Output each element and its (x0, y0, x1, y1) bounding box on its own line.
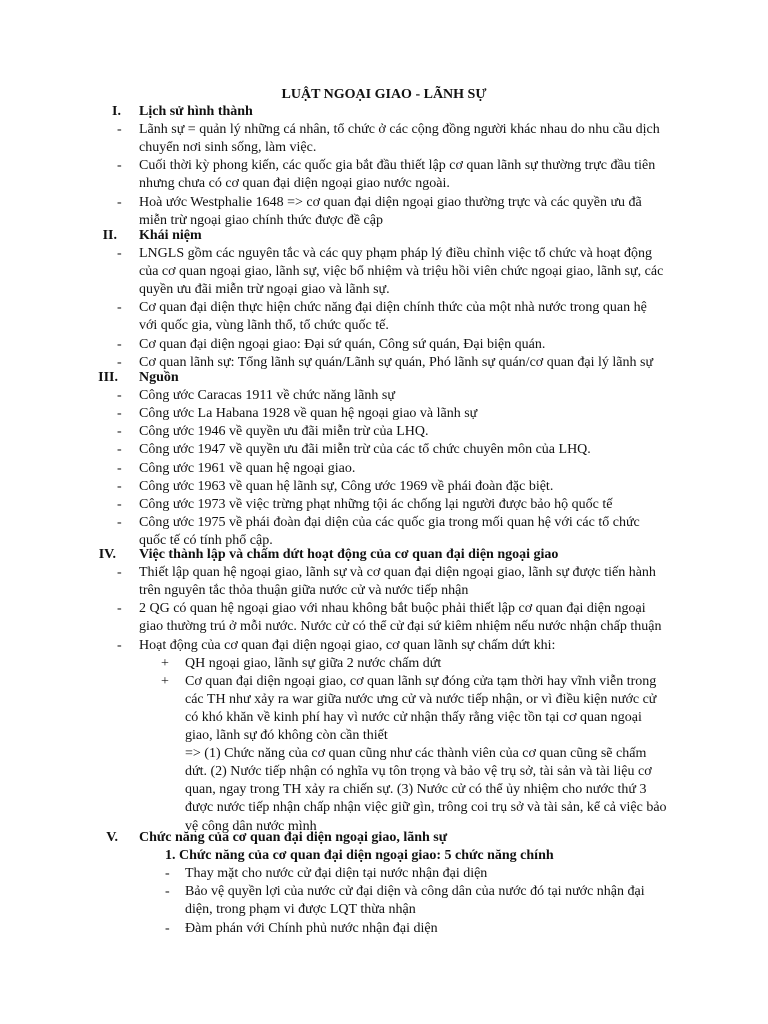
bullet-dash: - (117, 637, 122, 653)
bullet-dash: - (117, 122, 122, 138)
section-number: II. (102, 228, 117, 243)
bullet-dash: - (165, 866, 170, 882)
list-item-text: chuyển nơi sinh sống, làm việc. (139, 140, 317, 156)
conclusion-line: => (1) Chức năng của cơ quan cũng như các thành viên của cơ quan cũng sẽ chấm (185, 746, 647, 762)
conclusion-line: vệ công dân nước mình (185, 818, 317, 834)
list-item-text: Cơ quan đại diện thực hiện chức năng đại diện chính thức của một nhà nước trong quan hệ (139, 300, 647, 316)
list-item-text: của cơ quan ngoại giao, lãnh sự, việc bổ nhiệm và triệu hồi viên chức ngoại giao, lãnh sự, các (139, 264, 664, 280)
bullet-dash: - (117, 565, 122, 581)
bullet-plus: + (161, 673, 169, 689)
list-item-text: diện, trong phạm vi được LQT thừa nhận (185, 902, 416, 918)
list-item-text: nhưng chưa có cơ quan đại diện ngoại giao nước ngoài. (139, 176, 450, 192)
bullet-dash: - (117, 424, 122, 440)
conclusion-line: quan, ngay trong TH xảy ra chiến sự. (3) Nước cử có thể ủy nhiệm cho nước thứ 3 (185, 782, 647, 798)
list-item-text: Công ước 1973 về việc trừng phạt những tội ác chống lại người được bảo hộ quốc tế (139, 496, 613, 512)
section-number: I. (112, 104, 121, 119)
bullet-dash: - (117, 158, 122, 174)
bullet-dash: - (117, 388, 122, 404)
bullet-dash: - (117, 300, 122, 316)
bullet-dash: - (165, 884, 170, 900)
bullet-dash: - (117, 478, 122, 494)
list-item-text: miễn trừ ngoại giao chính thức được đề cập (139, 212, 383, 228)
list-item-text: trên nguyên tắc thỏa thuận giữa nước cử và nước tiếp nhận (139, 583, 469, 599)
sub-list-item-text: QH ngoại giao, lãnh sự giữa 2 nước chấm dứt (185, 655, 442, 671)
list-item-text: 2 QG có quan hệ ngoại giao với nhau không bắt buộc phải thiết lập cơ quan đại diện ngoại (139, 601, 646, 617)
section-title: Lịch sử hình thành (139, 104, 253, 119)
list-item-text: Cơ quan đại diện ngoại giao: Đại sứ quán, Công sứ quán, Đại biện quán. (139, 336, 546, 352)
sub-list-item-text: Cơ quan đại diện ngoại giao, cơ quan lãnh sự đóng cửa tạm thời hay vĩnh viễn trong (185, 673, 657, 689)
section-number: V. (106, 830, 118, 845)
bullet-dash: - (117, 246, 122, 262)
list-item-text: Công ước 1975 về phái đoàn đại diện của các quốc gia trong mối quan hệ với các tổ chức (139, 514, 640, 530)
list-item-text: quốc tế có tính phổ cập. (139, 532, 273, 548)
list-item-text: Hoà ước Westphalie 1648 => cơ quan đại diện ngoại giao thường trực và các quyền ưu đã (139, 194, 642, 210)
list-item-text: Công ước 1961 về quan hệ ngoại giao. (139, 460, 356, 476)
section-title: Khái niệm (139, 228, 202, 243)
sub-list-item-text: các TH như xảy ra war giữa nước ưng cử và nước tiếp nhận, or vì điều kiện nước cử (185, 691, 657, 707)
conclusion-line: dứt. (2) Nước tiếp nhận có nghĩa vụ tôn trọng và bảo vệ trụ sở, tài sản và tài liệu cơ (185, 764, 652, 780)
list-item-text: Đàm phán với Chính phủ nước nhận đại diện (185, 920, 438, 936)
bullet-dash: - (117, 442, 122, 458)
subsection-heading: 1. Chức năng của cơ quan đại diện ngoại giao: 5 chức năng chính (165, 848, 554, 864)
bullet-dash: - (117, 460, 122, 476)
list-item-text: Thay mặt cho nước cử đại diện tại nước nhận đại diện (185, 866, 488, 882)
list-item-text: Cơ quan lãnh sự: Tổng lãnh sự quán/Lãnh sự quán, Phó lãnh sự quán/cơ quan đại lý lãnh sự (139, 354, 654, 370)
section-title: Việc thành lập và chấm dứt hoạt động của cơ quan đại diện ngoại giao (139, 547, 559, 562)
bullet-plus: + (161, 655, 169, 671)
section-title: Chức năng của cơ quan đại diện ngoại giao, lãnh sự (139, 830, 448, 845)
list-item-text: với quốc gia, vùng lãnh thổ, tổ chức quốc tế. (139, 318, 389, 334)
document-title: LUẬT NGOẠI GIAO - LÃNH SỰ (281, 87, 487, 102)
bullet-dash: - (117, 194, 122, 210)
list-item-text: Công ước 1947 về quyền ưu đãi miễn trừ của các tổ chức chuyên môn của LHQ. (139, 442, 591, 458)
list-item-text: quyền ưu đãi miễn trừ ngoại giao và lãnh sự. (139, 282, 390, 298)
bullet-dash: - (117, 354, 122, 370)
list-item-text: Bảo vệ quyền lợi của nước cử đại diện và công dân của nước đó tại nước nhận đại (185, 884, 645, 900)
bullet-dash: - (117, 336, 122, 352)
list-item-text: LNGLS gồm các nguyên tắc và các quy phạm pháp lý điều chỉnh việc tổ chức và hoạt động (139, 246, 652, 262)
list-item-text: Hoạt động của cơ quan đại diện ngoại giao, cơ quan lãnh sự chấm dứt khi: (139, 637, 556, 653)
bullet-dash: - (117, 514, 122, 530)
bullet-dash: - (117, 496, 122, 512)
section-number: III. (98, 370, 118, 385)
section-number: IV. (98, 547, 116, 562)
section-title: Nguồn (139, 370, 179, 385)
list-item-text: Cuối thời kỳ phong kiến, các quốc gia bắt đầu thiết lập cơ quan lãnh sự thường trực đầu tiên (139, 158, 656, 174)
list-item-text: Công ước La Habana 1928 về quan hệ ngoại giao và lãnh sự (139, 406, 478, 422)
list-item-text: Công ước 1963 về quan hệ lãnh sự, Công ước 1969 về phái đoàn đặc biệt. (139, 478, 554, 494)
bullet-dash: - (117, 406, 122, 422)
sub-list-item-text: có khó khăn về kinh phí hay vì nước cử nhận thấy rằng việc tồn tại cơ quan ngoại (185, 709, 642, 725)
bullet-dash: - (165, 920, 170, 936)
list-item-text: Công ước 1946 về quyền ưu đãi miễn trừ của LHQ. (139, 424, 429, 440)
bullet-dash: - (117, 601, 122, 617)
list-item-text: giao thường trú ở mỗi nước. Nước cử có thể cử đại sứ kiêm nhiệm nếu nước nhận chấp thuận (139, 619, 662, 635)
conclusion-line: được nước tiếp nhận chấp nhận việc giữ gìn, trông coi trụ sở và tài sản, kể cả việc bảo (185, 800, 667, 816)
list-item-text: Lãnh sự = quản lý những cá nhân, tổ chức ở các cộng đồng người khác nhau do nhu cầu dịch (139, 122, 660, 138)
list-item-text: Công ước Caracas 1911 về chức năng lãnh sự (139, 388, 395, 404)
list-item-text: Thiết lập quan hệ ngoại giao, lãnh sự và cơ quan đại diện ngoại giao, lãnh sự được tiến hành (139, 565, 656, 581)
sub-list-item-text: giao, lãnh sự đó không còn cần thiết (185, 727, 388, 743)
